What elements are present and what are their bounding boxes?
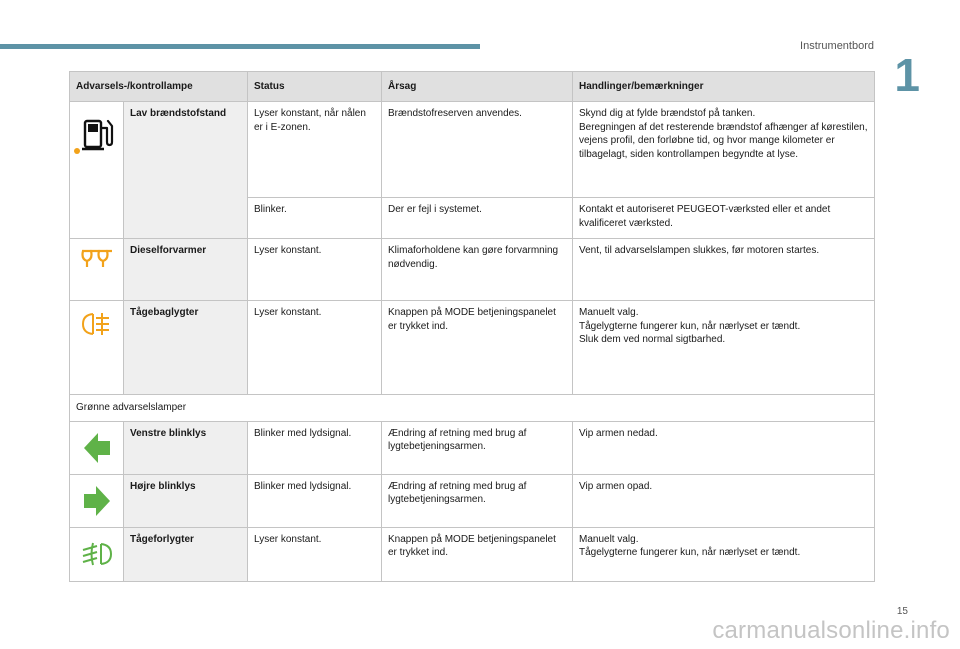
warning-lamps-table: [69, 71, 875, 582]
cause-cell: Ændring af retning med brug af lygtebetjeningsarmen.: [382, 474, 573, 527]
cause-cell: Knappen på MODE betjeningspanelet er trykket ind.: [382, 527, 573, 581]
table-header-row: [70, 72, 875, 102]
action-cell: Kontakt et autoriseret PEUGEOT-værksted eller et andet kvalificeret værksted.: [573, 198, 875, 239]
cause-cell: Ændring af retning med brug af lygtebetjeningsarmen.: [382, 421, 573, 474]
table-row: [70, 527, 875, 581]
lamp-name: Venstre blinklys: [124, 421, 248, 474]
lamp-name: Tågebaglygter: [124, 301, 248, 395]
fuel-pump-icon: [79, 114, 119, 154]
watermark: carmanualsonline.info: [712, 617, 950, 644]
header-action: Handlinger/bemærkninger: [573, 72, 875, 102]
icon-cell: [70, 527, 124, 581]
action-cell: Manuelt valg. Tågelygterne fungerer kun, når nærlyset er tændt. Sluk dem ved normal sigtbarhed.: [573, 301, 875, 395]
table-row: [70, 421, 875, 474]
arrow-left-icon: [82, 431, 112, 465]
cause-cell: Brændstofreserven anvendes.: [382, 102, 573, 198]
lamp-name: Lav brændstofstand: [124, 102, 248, 239]
action-cell: Vip armen opad.: [573, 474, 875, 527]
table-row: [70, 102, 875, 198]
action-cell: Vent, til advarselslampen slukkes, før motoren startes.: [573, 239, 875, 301]
status-cell: Blinker med lydsignal.: [248, 474, 382, 527]
table-row: [70, 301, 875, 395]
table-row: [70, 239, 875, 301]
chapter-number: 1: [894, 49, 920, 101]
status-cell: Blinker.: [248, 198, 382, 239]
icon-cell: [70, 301, 124, 395]
header-cause: Årsag: [382, 72, 573, 102]
lamp-name: Tågeforlygter: [124, 527, 248, 581]
status-cell: Lyser konstant.: [248, 527, 382, 581]
action-cell: Manuelt valg. Tågelygterne fungerer kun, når nærlyset er tændt.: [573, 527, 875, 581]
rear-fog-light-icon: [80, 311, 114, 337]
cause-cell: Der er fejl i systemet.: [382, 198, 573, 239]
action-cell: Vip armen nedad.: [573, 421, 875, 474]
header-status: Status: [248, 72, 382, 102]
lamp-name: Dieselforvarmer: [124, 239, 248, 301]
green-lamps-heading: Grønne advarselslamper: [70, 395, 875, 422]
status-cell: Lyser konstant.: [248, 239, 382, 301]
arrow-right-icon: [82, 484, 112, 518]
icon-cell: [70, 239, 124, 301]
header-accent-bar: [0, 44, 480, 49]
status-cell: Blinker med lydsignal.: [248, 421, 382, 474]
table-row: [70, 474, 875, 527]
action-cell: Skynd dig at fylde brændstof på tanken. Beregningen af det resterende brændstof afhænger af kørestilen, vejens profil, den forløbne tid, og hvor mange kilometer er tilbagelagt, siden kontrollampen begyndte at lyse.: [573, 102, 875, 198]
header-lamp: Advarsels-/kontrollampe: [70, 72, 248, 102]
glow-plug-icon: [79, 247, 115, 271]
status-cell: Lyser konstant.: [248, 301, 382, 395]
cause-cell: Klimaforholdene kan gøre forvarmning nødvendig.: [382, 239, 573, 301]
status-cell: Lyser konstant, når nålen er i E-zonen.: [248, 102, 382, 198]
lamp-name: Højre blinklys: [124, 474, 248, 527]
section-title: Instrumentbord: [800, 40, 874, 52]
cause-cell: Knappen på MODE betjeningspanelet er trykket ind.: [382, 301, 573, 395]
icon-cell: [70, 102, 124, 239]
icon-cell: [70, 474, 124, 527]
icon-cell: [70, 421, 124, 474]
page-number: 15: [896, 606, 908, 617]
front-fog-light-icon: [80, 541, 114, 567]
section-row: [70, 395, 875, 422]
